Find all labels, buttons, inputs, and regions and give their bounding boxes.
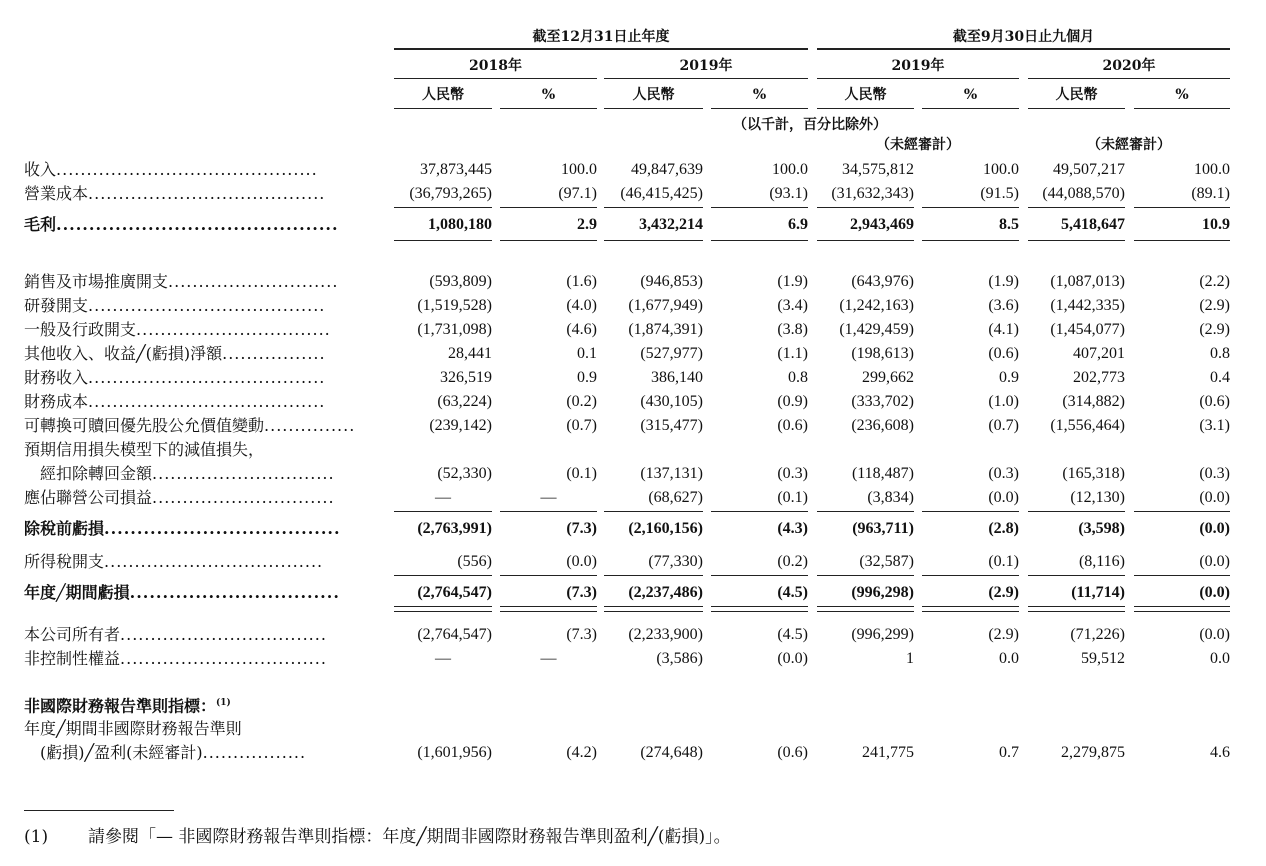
row-label-text: 年度╱期間虧損 (24, 583, 130, 602)
cell-value: (2.9) (1199, 297, 1230, 314)
cell-value: (1.1) (777, 345, 808, 362)
cell-value: 100.0 (983, 161, 1019, 178)
cell-value: (1,519,528) (417, 297, 492, 314)
cell-value: (7.3) (566, 584, 597, 601)
total-rule (711, 575, 808, 576)
total-rule (922, 207, 1019, 208)
cell-value: (4.6) (566, 321, 597, 338)
footnote-marker: (1) (24, 827, 49, 847)
cell-value: (91.5) (980, 185, 1019, 202)
row-label-text: 研發開支 (24, 296, 89, 315)
cell-value: (4.2) (566, 744, 597, 761)
cell-value: 1 (906, 650, 914, 667)
cell-value: 0.1 (577, 345, 597, 362)
leader-dots: ....................................... (88, 368, 326, 387)
cell-value: (52,330) (437, 465, 492, 482)
year-header: 2019年 (679, 58, 733, 74)
cell-value: (0.0) (566, 553, 597, 570)
cell-value: 0.8 (1210, 345, 1230, 362)
row-label-text: 經扣除轉回金額 (24, 464, 153, 483)
cell-value: (2.8) (988, 520, 1019, 537)
cell-value: 49,847,639 (631, 161, 703, 178)
row-label (24, 519, 380, 539)
row-label (24, 440, 380, 460)
section-title-text: 非國際財務報告準則指標： (24, 696, 217, 716)
row-label (24, 272, 380, 292)
cell-value: (2,233,900) (628, 626, 703, 643)
cell-value: (3,598) (1078, 520, 1125, 537)
leader-dots: ................................ (136, 320, 331, 339)
total-rule (1134, 240, 1230, 241)
cell-value: (1.9) (777, 273, 808, 290)
leader-dots: .................................. (120, 649, 327, 668)
cell-value: 202,773 (1073, 369, 1125, 386)
total-rule (922, 511, 1019, 512)
cell-value: (0.9) (777, 393, 808, 410)
cell-value: (137,131) (640, 465, 703, 482)
cell-value: (1,731,098) (417, 321, 492, 338)
cell-value: (996,298) (851, 584, 914, 601)
total-rule (604, 207, 703, 208)
leader-dots: ................. (202, 743, 307, 762)
cell-value: (0.3) (988, 465, 1019, 482)
cell-value: (314,882) (1062, 393, 1125, 410)
row-label (24, 488, 380, 508)
cell-value: (97.1) (558, 185, 597, 202)
cell-value: 100.0 (561, 161, 597, 178)
total-rule (817, 240, 914, 241)
cell-value: (527,977) (640, 345, 703, 362)
year-header: 2020年 (1102, 58, 1156, 74)
cell-value: (71,226) (1070, 626, 1125, 643)
cell-value: (93.1) (769, 185, 808, 202)
row-label-text: 應佔聯營公司損益 (24, 488, 153, 507)
cell-value: 326,519 (440, 369, 492, 386)
leader-dots: ....................................... (88, 296, 326, 315)
cell-value: 37,873,445 (420, 161, 492, 178)
cell-value: (1,442,335) (1050, 297, 1125, 314)
unit-rmb-rule (817, 108, 914, 109)
cell-value: (0.0) (1199, 584, 1230, 601)
cell-value: 10.9 (1202, 216, 1230, 233)
cell-value: (11,714) (1071, 584, 1125, 601)
cell-value: (2,160,156) (628, 520, 703, 537)
unit-pct-rule (500, 108, 597, 109)
row-label (24, 464, 380, 484)
double-total-rule (711, 606, 808, 612)
unit-rmb-rule (1028, 108, 1125, 109)
cell-value: (118,487) (851, 465, 914, 482)
footnote-text: 請參閱「— 非國際財務報告準則指標：年度╱期間非國際財務報告準則盈利╱(虧損)」。 (88, 827, 731, 847)
cell-value: (44,088,570) (1042, 185, 1125, 202)
total-rule (1134, 511, 1230, 512)
cell-value: 0.4 (1210, 369, 1230, 386)
cell-value: (0.2) (777, 553, 808, 570)
double-total-rule (1028, 606, 1125, 612)
cell-value: (3.4) (777, 297, 808, 314)
row-label-text: 銷售及市場推廣開支 (24, 272, 169, 291)
cell-value: (1.0) (988, 393, 1019, 410)
unit-pct-header: % (1175, 87, 1189, 103)
unit-note: （以千計，百分比除外） (733, 117, 887, 133)
period-header-nine-months: 截至9月30日止九個月 (952, 29, 1095, 45)
cell-value: (8,116) (1078, 553, 1125, 570)
cell-value: (63,224) (437, 393, 492, 410)
leader-dots: .................................... (104, 519, 341, 538)
cell-value: (77,330) (648, 553, 703, 570)
cell-value: (1.6) (566, 273, 597, 290)
row-label-text: 財務成本 (24, 392, 89, 411)
row-label-text: 可轉換可贖回優先股公允價值變動 (24, 416, 265, 435)
cell-value: 100.0 (772, 161, 808, 178)
leader-dots: ............... (264, 416, 356, 435)
cell-value: — (435, 489, 451, 506)
unit-rmb-header: 人民幣 (844, 87, 887, 103)
leader-dots: .................................. (120, 625, 327, 644)
cell-value: 5,418,647 (1061, 216, 1125, 233)
cell-value: (46,415,425) (620, 185, 703, 202)
cell-value: 3,432,214 (639, 216, 703, 233)
row-label (24, 320, 380, 340)
cell-value: (2.9) (988, 584, 1019, 601)
cell-value: 299,662 (862, 369, 914, 386)
row-label (24, 649, 380, 669)
unit-pct-rule (711, 108, 808, 109)
total-rule (500, 511, 597, 512)
total-rule (604, 511, 703, 512)
cell-value: (593,809) (429, 273, 492, 290)
row-label-text: 其他收入、收益╱(虧損)淨額 (24, 344, 223, 363)
cell-value: (0.1) (777, 489, 808, 506)
row-label (24, 625, 380, 645)
cell-value: (0.0) (777, 650, 808, 667)
cell-value: 28,441 (448, 345, 492, 362)
cell-value: (31,632,343) (831, 185, 914, 202)
cell-value: 2,943,469 (850, 216, 914, 233)
row-label (24, 743, 380, 763)
cell-value: (963,711) (852, 520, 914, 537)
row-label-text: 預期信用損失模型下的減值損失， (24, 440, 265, 459)
total-rule (604, 240, 703, 241)
cell-value: — (540, 650, 557, 667)
total-rule (711, 511, 808, 512)
cell-value: (0.1) (988, 553, 1019, 570)
row-label-text: (虧損)╱盈利(未經審計) (24, 743, 203, 762)
cell-value: 59,512 (1081, 650, 1125, 667)
cell-value: 1,080,180 (428, 216, 492, 233)
cell-value: (0.6) (988, 345, 1019, 362)
cell-value: (0.0) (1199, 553, 1230, 570)
cell-value: 0.0 (999, 650, 1019, 667)
cell-value: (7.3) (566, 626, 597, 643)
cell-value: (0.6) (777, 744, 808, 761)
cell-value: (0.0) (1199, 520, 1230, 537)
cell-value: (36,793,265) (409, 185, 492, 202)
cell-value: 0.8 (788, 369, 808, 386)
cell-value: (1,242,163) (839, 297, 914, 314)
row-label (24, 368, 380, 388)
leader-dots: .............................. (152, 488, 335, 507)
cell-value: (0.2) (566, 393, 597, 410)
row-label (24, 719, 380, 739)
cell-value: 2.9 (577, 216, 597, 233)
cell-value: 0.9 (999, 369, 1019, 386)
unaudited-note-2019: （未經審計） (876, 137, 960, 153)
year-header-rule (1028, 78, 1230, 79)
cell-value: (315,477) (640, 417, 703, 434)
row-label-text: 一般及行政開支 (24, 320, 137, 339)
total-rule (604, 575, 703, 576)
cell-value: (2,764,547) (417, 584, 492, 601)
leader-dots: ............................ (168, 272, 339, 291)
cell-value: (3,834) (867, 489, 914, 506)
row-label-text: 所得稅開支 (24, 552, 105, 571)
cell-value: (643,976) (851, 273, 914, 290)
total-rule (1134, 575, 1230, 576)
unit-rmb-header: 人民幣 (422, 87, 464, 103)
total-rule (922, 575, 1019, 576)
cell-value: (0.7) (988, 417, 1019, 434)
leader-dots: .............................. (152, 464, 335, 483)
unit-rmb-rule (394, 108, 492, 109)
cell-value: (4.1) (988, 321, 1019, 338)
cell-value: (12,130) (1070, 489, 1125, 506)
unit-pct-rule (1134, 108, 1230, 109)
cell-value: 0.0 (1210, 650, 1230, 667)
cell-value: (1,454,077) (1050, 321, 1125, 338)
cell-value: 407,201 (1073, 345, 1125, 362)
total-rule (394, 207, 492, 208)
row-label (24, 184, 380, 204)
total-rule (394, 511, 492, 512)
total-rule (817, 207, 914, 208)
unit-rmb-header: 人民幣 (632, 87, 675, 103)
total-rule (1028, 207, 1125, 208)
cell-value: (3,586) (656, 650, 703, 667)
total-rule (500, 240, 597, 241)
cell-value: (0.0) (988, 489, 1019, 506)
cell-value: 8.5 (999, 216, 1019, 233)
cell-value: (1,677,949) (628, 297, 703, 314)
unit-pct-header: % (752, 87, 767, 103)
cell-value: (2,763,991) (417, 520, 492, 537)
row-label-text: 毛利 (24, 215, 57, 234)
double-total-rule (604, 606, 703, 612)
cell-value: 0.7 (999, 744, 1019, 761)
cell-value: (0.0) (1199, 626, 1230, 643)
cell-value: 4.6 (1210, 744, 1230, 761)
cell-value: (2,237,486) (628, 584, 703, 601)
non-ifrs-section-title (24, 693, 231, 716)
cell-value: (0.3) (1199, 465, 1230, 482)
row-label-text: 財務收入 (24, 368, 89, 387)
total-rule (1028, 575, 1125, 576)
cell-value: (89.1) (1191, 185, 1230, 202)
cell-value: (1,874,391) (628, 321, 703, 338)
leader-dots: ....................................... (88, 184, 326, 203)
row-label-text: 年度╱期間非國際財務報告準則 (24, 719, 242, 738)
cell-value: (996,299) (851, 626, 914, 643)
row-label-text: 收入 (24, 160, 57, 179)
cell-value: (2.2) (1199, 273, 1230, 290)
cell-value: (2.9) (1199, 321, 1230, 338)
cell-value: (3.6) (988, 297, 1019, 314)
year-header-rule (817, 78, 1019, 79)
total-rule (500, 207, 597, 208)
cell-value: (4.3) (777, 520, 808, 537)
year-header: 2018年 (469, 58, 522, 74)
double-total-rule (922, 606, 1019, 612)
cell-value: (165,318) (1062, 465, 1125, 482)
row-label (24, 160, 380, 180)
cell-value: (1,556,464) (1050, 417, 1125, 434)
cell-value: (430,105) (640, 393, 703, 410)
row-label (24, 552, 380, 572)
total-rule (1028, 240, 1125, 241)
cell-value: 386,140 (651, 369, 703, 386)
cell-value: 6.9 (788, 216, 808, 233)
cell-value: (0.1) (566, 465, 597, 482)
total-rule (817, 575, 914, 576)
unit-rmb-header: 人民幣 (1055, 87, 1098, 103)
period-header-annual: 截至12月31日止年度 (532, 29, 670, 45)
row-label-text: 營業成本 (24, 184, 89, 203)
cell-value: 100.0 (1194, 161, 1230, 178)
year-header-rule (604, 78, 808, 79)
row-label (24, 416, 380, 436)
leader-dots: ........................................... (56, 160, 318, 179)
cell-value: (239,142) (429, 417, 492, 434)
cell-value: (2,764,547) (417, 626, 492, 643)
cell-value: (1.9) (988, 273, 1019, 290)
row-label (24, 296, 380, 316)
double-total-rule (817, 606, 914, 612)
row-label (24, 215, 380, 235)
year-header: 2019年 (891, 58, 945, 74)
cell-value: (68,627) (648, 489, 703, 506)
unaudited-note-2020: （未經審計） (1087, 137, 1171, 153)
cell-value: (4.5) (777, 584, 808, 601)
period-header-annual-rule (394, 48, 808, 50)
cell-value: (4.5) (777, 626, 808, 643)
row-label-text: 除稅前虧損 (24, 519, 105, 538)
double-total-rule (394, 606, 492, 612)
total-rule (817, 511, 914, 512)
cell-value: (0.3) (777, 465, 808, 482)
row-label-text: 本公司所有者 (24, 625, 121, 644)
leader-dots: .................................... (104, 552, 324, 571)
cell-value: (236,608) (851, 417, 914, 434)
cell-value: (333,702) (851, 393, 914, 410)
leader-dots: ................. (222, 344, 326, 363)
total-rule (1134, 207, 1230, 208)
cell-value: 0.9 (577, 369, 597, 386)
double-total-rule (500, 606, 597, 612)
cell-value: — (540, 489, 557, 506)
cell-value: 34,575,812 (842, 161, 914, 178)
cell-value: 49,507,217 (1053, 161, 1125, 178)
cell-value: (0.0) (1199, 489, 1230, 506)
cell-value: (946,853) (640, 273, 703, 290)
total-rule (394, 240, 492, 241)
total-rule (500, 575, 597, 576)
cell-value: (3.1) (1199, 417, 1230, 434)
unit-pct-rule (922, 108, 1019, 109)
unit-pct-header: % (541, 87, 556, 103)
row-label (24, 583, 380, 603)
row-label-text: 非控制性權益 (24, 649, 121, 668)
double-total-rule (1134, 606, 1230, 612)
leader-dots: ....................................... (88, 392, 326, 411)
cell-value: (198,613) (851, 345, 914, 362)
footnote-reference: (1) (216, 698, 231, 708)
total-rule (711, 207, 808, 208)
period-header-nine-months-rule (817, 48, 1230, 50)
cell-value: 2,279,875 (1061, 744, 1125, 761)
year-header-rule (394, 78, 597, 79)
total-rule (1028, 511, 1125, 512)
cell-value: (32,587) (859, 553, 914, 570)
cell-value: (0.6) (777, 417, 808, 434)
row-label (24, 344, 380, 364)
total-rule (394, 575, 492, 576)
cell-value: (274,648) (640, 744, 703, 761)
cell-value: (7.3) (566, 520, 597, 537)
cell-value: (4.0) (566, 297, 597, 314)
unit-rmb-rule (604, 108, 703, 109)
cell-value: (0.7) (566, 417, 597, 434)
row-label (24, 392, 380, 412)
cell-value: — (435, 650, 451, 667)
cell-value: (1,429,459) (839, 321, 914, 338)
cell-value: (1,601,956) (417, 744, 492, 761)
cell-value: (1,087,013) (1050, 273, 1125, 290)
cell-value: 241,775 (862, 744, 914, 761)
cell-value: (0.6) (1199, 393, 1230, 410)
cell-value: (556) (457, 553, 492, 570)
total-rule (711, 240, 808, 241)
cell-value: (3.8) (777, 321, 808, 338)
cell-value: (2.9) (988, 626, 1019, 643)
total-rule (922, 240, 1019, 241)
unit-pct-header: % (963, 87, 978, 103)
leader-dots: ........................................... (56, 215, 339, 234)
leader-dots: ................................ (129, 583, 340, 602)
footnote-separator (24, 810, 174, 811)
